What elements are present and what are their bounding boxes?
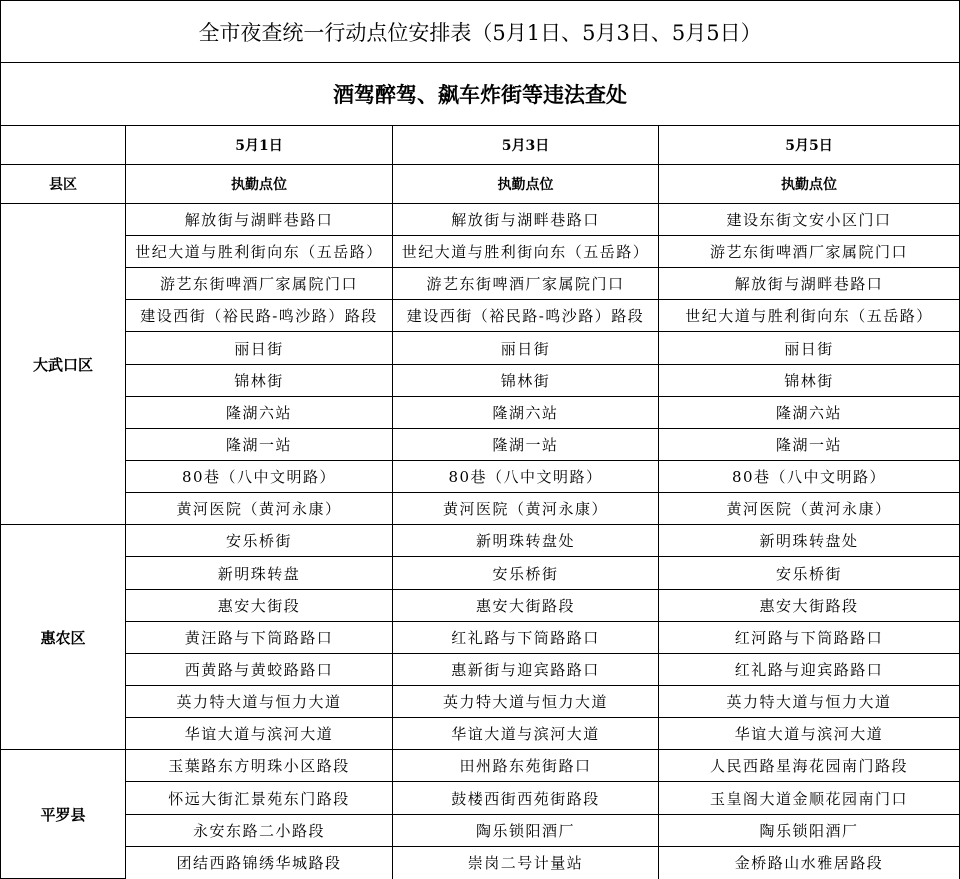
subtitle-row xyxy=(1,63,960,125)
table-row xyxy=(1,750,960,782)
post-cell: 华谊大道与滨河大道 xyxy=(393,718,659,750)
post-cell: 锦林街 xyxy=(659,364,960,396)
post-cell: 玉葉路东方明珠小区路段 xyxy=(126,750,393,782)
post-cell: 崇岗二号计量站 xyxy=(393,846,659,878)
post-cell: 华谊大道与滨河大道 xyxy=(659,718,960,750)
table-row xyxy=(1,268,960,300)
post-cell: 黄汪路与下筒路路口 xyxy=(126,621,393,653)
sheet-title: 全市夜查统一行动点位安排表（5月1日、5月3日、5月5日） xyxy=(1,1,960,63)
table-row xyxy=(1,364,960,396)
post-cell: 锦林街 xyxy=(393,364,659,396)
date-header-may3: 5月3日 xyxy=(393,125,659,164)
table-row xyxy=(1,525,960,557)
table-row xyxy=(1,396,960,428)
table-row xyxy=(1,203,960,235)
post-cell: 人民西路星海花园南门路段 xyxy=(659,750,960,782)
post-cell: 丽日街 xyxy=(393,332,659,364)
district-cell: 平罗县 xyxy=(1,750,126,879)
table-row xyxy=(1,621,960,653)
post-cell: 红河路与下筒路路口 xyxy=(659,621,960,653)
post-cell: 红礼路与迎宾路路口 xyxy=(659,653,960,685)
post-cell: 世纪大道与胜利街向东（五岳路） xyxy=(126,236,393,268)
post-cell: 丽日街 xyxy=(126,332,393,364)
table-row xyxy=(1,332,960,364)
post-cell: 永安东路二小路段 xyxy=(126,814,393,846)
table-row xyxy=(1,846,960,878)
table-row xyxy=(1,814,960,846)
district-cell: 大武口区 xyxy=(1,203,126,524)
post-cell: 建设西街（裕民路-鸣沙路）路段 xyxy=(126,300,393,332)
post-cell: 怀远大街汇景苑东门路段 xyxy=(126,782,393,814)
post-header-may1: 执勤点位 xyxy=(126,164,393,203)
date-header-row xyxy=(1,125,960,164)
post-cell: 金桥路山水雅居路段 xyxy=(659,846,960,878)
post-cell: 隆湖一站 xyxy=(126,428,393,460)
post-cell: 解放街与湖畔巷路口 xyxy=(126,203,393,235)
post-cell: 隆湖一站 xyxy=(393,428,659,460)
post-cell: 80巷（八中文明路） xyxy=(659,461,960,493)
post-cell: 惠安大街路段 xyxy=(659,589,960,621)
post-cell: 隆湖六站 xyxy=(659,396,960,428)
blank-header-cell xyxy=(1,125,126,164)
post-cell: 游艺东街啤酒厂家属院门口 xyxy=(126,268,393,300)
date-header-may5: 5月5日 xyxy=(659,125,960,164)
district-cell: 惠农区 xyxy=(1,525,126,750)
post-header-may5: 执勤点位 xyxy=(659,164,960,203)
post-cell: 英力特大道与恒力大道 xyxy=(393,686,659,718)
post-cell: 隆湖六站 xyxy=(126,396,393,428)
post-cell: 新明珠转盘 xyxy=(126,557,393,589)
post-header-may3: 执勤点位 xyxy=(393,164,659,203)
post-cell: 世纪大道与胜利街向东（五岳路） xyxy=(659,300,960,332)
post-cell: 80巷（八中文明路） xyxy=(393,461,659,493)
post-cell: 新明珠转盘处 xyxy=(393,525,659,557)
post-cell: 解放街与湖畔巷路口 xyxy=(393,203,659,235)
post-cell: 陶乐锁阳酒厂 xyxy=(659,814,960,846)
post-cell: 西黄路与黄蛟路路口 xyxy=(126,653,393,685)
post-cell: 红礼路与下筒路路口 xyxy=(393,621,659,653)
post-cell: 田州路东苑街路口 xyxy=(393,750,659,782)
table-row xyxy=(1,589,960,621)
table-row xyxy=(1,428,960,460)
post-cell: 华谊大道与滨河大道 xyxy=(126,718,393,750)
table-row xyxy=(1,236,960,268)
table-row xyxy=(1,653,960,685)
post-cell: 黄河医院（黄河永康） xyxy=(659,493,960,525)
post-cell: 鼓楼西街西苑街路段 xyxy=(393,782,659,814)
post-cell: 新明珠转盘处 xyxy=(659,525,960,557)
post-cell: 解放街与湖畔巷路口 xyxy=(659,268,960,300)
post-cell: 陶乐锁阳酒厂 xyxy=(393,814,659,846)
column-header-row xyxy=(1,164,960,203)
post-cell: 80巷（八中文明路） xyxy=(126,461,393,493)
table-row xyxy=(1,686,960,718)
table-row xyxy=(1,300,960,332)
post-cell: 丽日街 xyxy=(659,332,960,364)
date-header-may1: 5月1日 xyxy=(126,125,393,164)
sheet-subtitle: 酒驾醉驾、飙车炸街等违法查处 xyxy=(1,63,960,125)
table-row xyxy=(1,782,960,814)
table-row xyxy=(1,557,960,589)
post-cell: 团结西路锦绣华城路段 xyxy=(126,846,393,878)
post-cell: 惠安大街段 xyxy=(126,589,393,621)
post-cell: 游艺东街啤酒厂家属院门口 xyxy=(393,268,659,300)
post-cell: 英力特大道与恒力大道 xyxy=(659,686,960,718)
post-cell: 建设西街（裕民路-鸣沙路）路段 xyxy=(393,300,659,332)
post-cell: 隆湖一站 xyxy=(659,428,960,460)
post-cell: 世纪大道与胜利街向东（五岳路） xyxy=(393,236,659,268)
post-cell: 建设东街文安小区门口 xyxy=(659,203,960,235)
post-cell: 惠新街与迎宾路路口 xyxy=(393,653,659,685)
post-cell: 黄河医院（黄河永康） xyxy=(126,493,393,525)
table-row xyxy=(1,461,960,493)
table-row xyxy=(1,718,960,750)
county-header: 县区 xyxy=(1,164,126,203)
post-cell: 惠安大街路段 xyxy=(393,589,659,621)
table-row xyxy=(1,493,960,525)
post-cell: 英力特大道与恒力大道 xyxy=(126,686,393,718)
post-cell: 隆湖六站 xyxy=(393,396,659,428)
post-cell: 安乐桥街 xyxy=(393,557,659,589)
post-cell: 安乐桥街 xyxy=(126,525,393,557)
post-cell: 游艺东街啤酒厂家属院门口 xyxy=(659,236,960,268)
post-cell: 锦林街 xyxy=(126,364,393,396)
post-cell: 玉皇阁大道金顺花园南门口 xyxy=(659,782,960,814)
post-cell: 黄河医院（黄河永康） xyxy=(393,493,659,525)
post-cell: 安乐桥街 xyxy=(659,557,960,589)
title-row xyxy=(1,1,960,63)
